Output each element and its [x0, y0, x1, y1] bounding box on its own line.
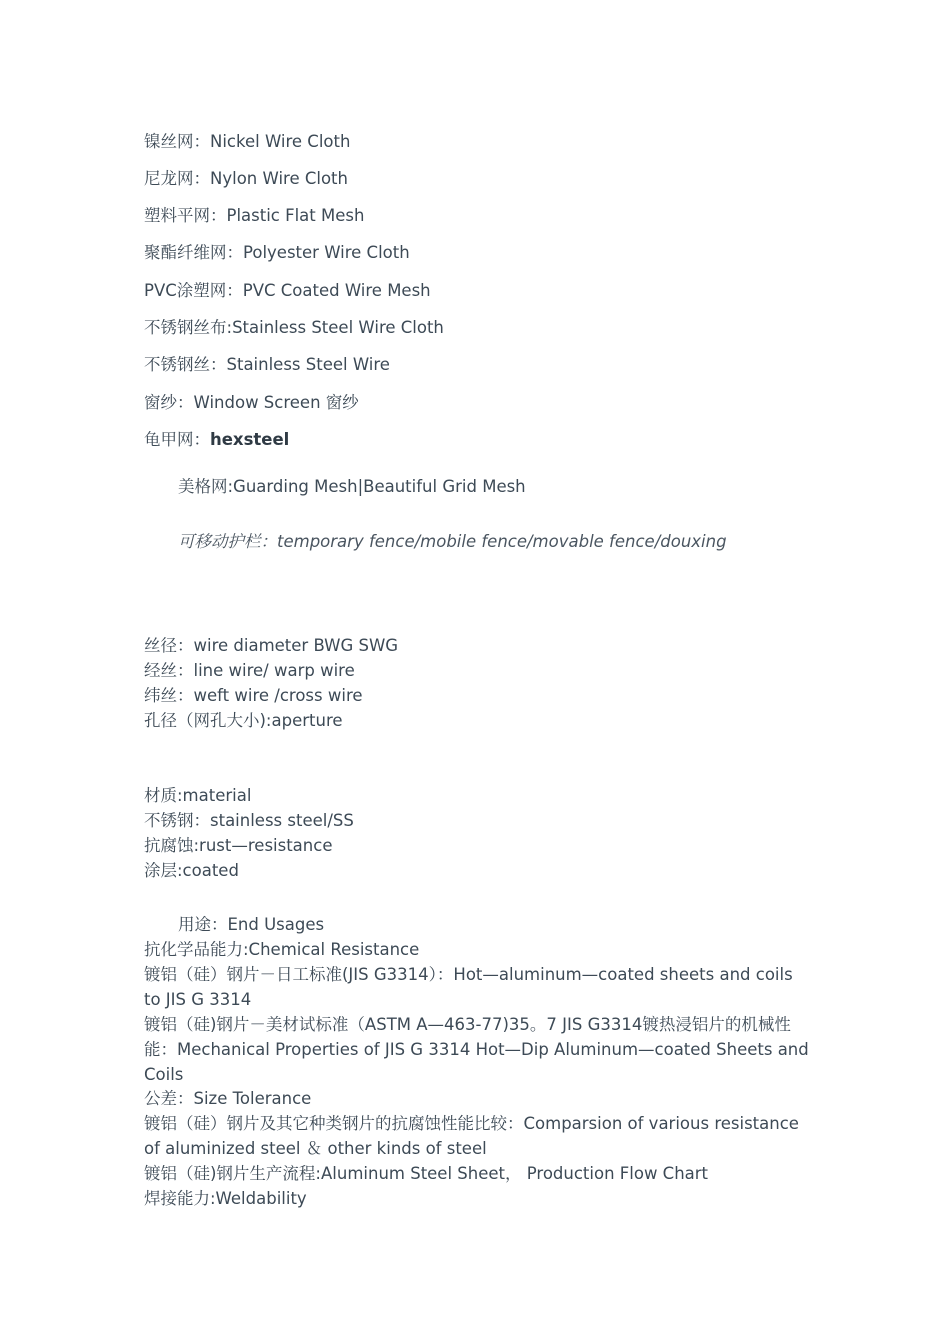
usage-line: 公差：Size Tolerance [144, 1089, 312, 1108]
term-stainless-wire [144, 352, 390, 377]
wire-term: 纬丝：weft wire /cross wire [144, 686, 363, 705]
term-prefix: 聚酯纤维网： [144, 243, 243, 262]
usage-line: 抗化学品能力:Chemical Resistance [144, 940, 420, 959]
material-term: 抗腐蚀:rust—resistance [144, 836, 333, 855]
usage-heading: 用途：End Usages [178, 915, 325, 934]
term-text: Polyester Wire Cloth [243, 243, 410, 262]
term-temporary-fence [178, 529, 727, 554]
material-term: 不锈钢：stainless steel/SS [144, 811, 354, 830]
usage-line: 镀铝（硅)钢片生产流程:Aluminum Steel Sheet， Production Flow Chart [144, 1164, 709, 1183]
term-text-bold: hexsteel [210, 430, 290, 449]
term-window-screen [144, 390, 359, 415]
material-term: 涂层:coated [144, 861, 239, 880]
term-nickel-wire-cloth [144, 129, 350, 154]
term-prefix: 镍丝网： [144, 132, 210, 151]
wire-term: 孔径（网孔大小):aperture [144, 711, 343, 730]
term-guarding-mesh: 美格网:Guarding Mesh|Beautiful Grid Mesh [178, 477, 526, 496]
term-prefix: 不锈钢丝布: [144, 318, 233, 337]
term-text: Stainless Steel Wire [226, 355, 390, 374]
term-pvc-coated [144, 278, 431, 303]
term-text: Stainless Steel Wire Cloth [232, 318, 444, 337]
term-text: PVC Coated Wire Mesh [242, 281, 431, 300]
usage-line: 焊接能力:Weldability [144, 1189, 307, 1208]
term-prefix: 龟甲网： [144, 430, 210, 449]
term-stainless-wire-cloth [144, 315, 444, 340]
term-prefix: 塑料平网： [144, 206, 227, 225]
term-hexsteel [144, 427, 289, 452]
term-text: Window Screen 窗纱 [193, 393, 359, 412]
usage-line: 镀铝（硅）钢片及其它种类钢片的抗腐蚀性能比较：Comparsion of various resistance of aluminized steel ＆ other kinds of steel [144, 1114, 799, 1158]
term-plastic-flat-mesh [144, 203, 364, 228]
term-text: Nylon Wire Cloth [210, 169, 348, 188]
term-nylon-wire-cloth [144, 166, 348, 191]
wire-term: 丝径：wire diameter BWG SWG [144, 636, 399, 655]
term-prefix: 可移动护栏： [178, 532, 277, 551]
term-text: Plastic Flat Mesh [226, 206, 365, 225]
term-prefix: 不锈钢丝： [144, 355, 227, 374]
term-text: temporary fence/mobile fence/movable fence/douxing [277, 532, 727, 551]
term-polyester-wire-cloth [144, 240, 410, 265]
usage-line: 镀铝（硅）钢片－日工标准(JIS G3314）：Hot—aluminum—coated sheets and coils to JIS G 3314 [144, 965, 793, 1009]
material-term: 材质:material [144, 786, 252, 805]
usage-line: 镀铝（硅)钢片－美材试标准（ASTM A—463-77)35。7 JIS G3314镀热浸铝片的机械性能：Mechanical Properties of JIS G 3314 Hot—Dip Aluminum—coated Sheets and Coils [144, 1015, 809, 1084]
term-text: Nickel Wire Cloth [210, 132, 351, 151]
term-prefix: 尼龙网： [144, 169, 210, 188]
term-prefix: PVC涂塑网： [144, 281, 243, 300]
term-prefix: 窗纱： [144, 393, 194, 412]
wire-term: 经丝：line wire/ warp wire [144, 661, 355, 680]
